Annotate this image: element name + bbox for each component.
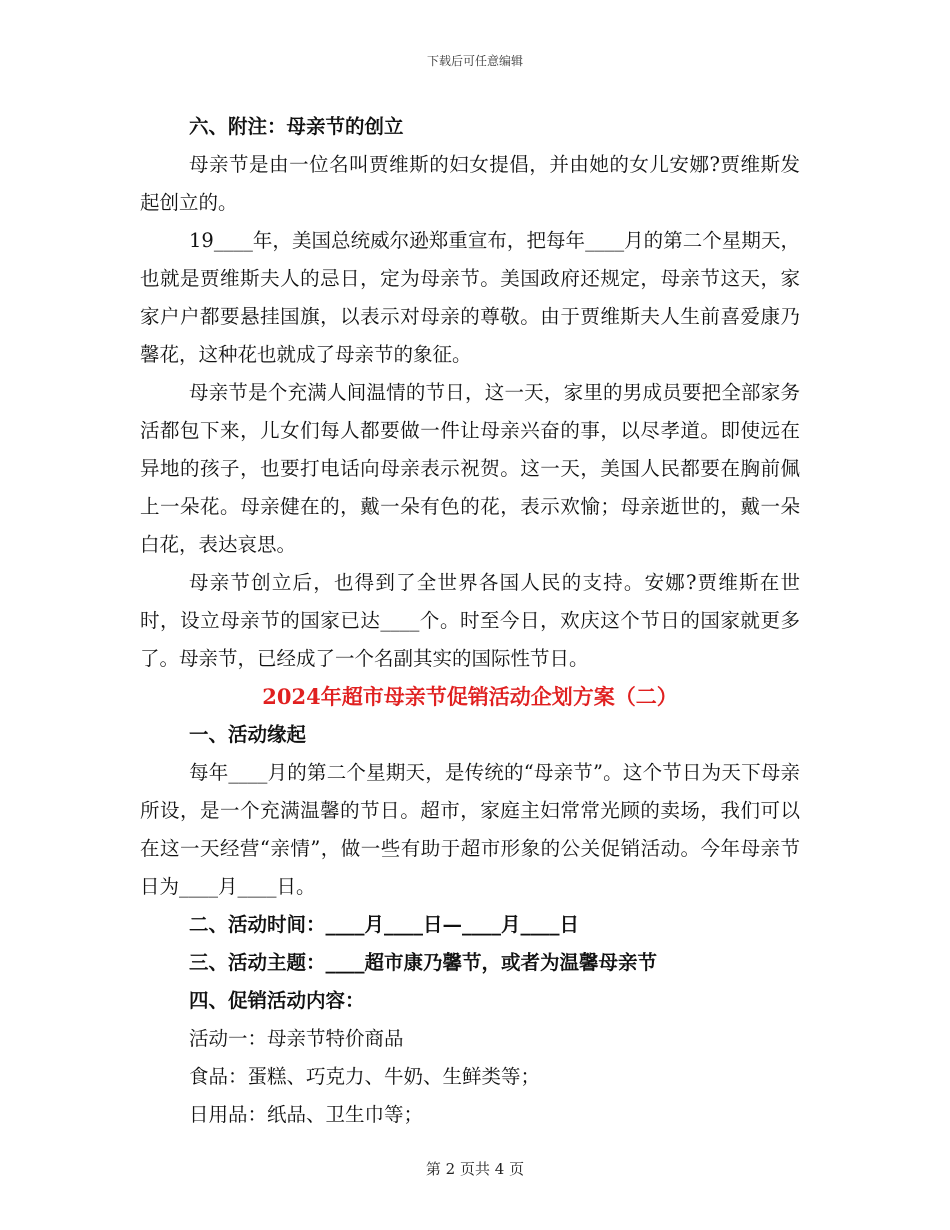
list-item: 活动一：母亲节特价商品 [189,1027,404,1050]
list-item: 日用品：纸品、卫生巾等； [189,1103,424,1126]
section-heading: 一、活动缘起 [189,723,307,746]
page-footer: 第 2 页共 4 页 [425,1160,525,1178]
list-item: 食品：蛋糕、巧克力、牛奶、生鲜类等； [189,1065,541,1088]
page-header: 下载后可任意编辑 [426,54,523,68]
paragraph: 母亲节是个充满人间温情的节日，这一天，家里的男成员要把全部家务活都包下来，儿女们每人都要做一件让母亲兴奋的事，以尽孝道。即使远在异地的孩子，也要打电话向母亲表示祝贺。这一天，美国人民都要在胸前佩上一朵花。母亲健在的，戴一朵有色的花，表示欢愉；母亲逝世的，戴一朵白花，表达哀思。 [140,381,800,556]
section-heading: 三、活动主题：____超市康乃馨节，或者为温馨母亲节 [189,951,658,974]
section-heading: 二、活动时间：____月____日—____月____日 [189,913,580,936]
paragraph: 母亲节是由一位名叫贾维斯的妇女提倡，并由她的女儿安娜?贾维斯发起创立的。 [140,153,800,214]
document-body [140,108,800,1134]
document-title: 2024年超市母亲节促销活动企划方案（二） [262,684,678,709]
section-heading: 六、附注：母亲节的创立 [189,115,404,138]
paragraph: 每年____月的第二个星期天，是传统的“母亲节”。这个节日为天下母亲所设，是一个充满温馨的节日。超市，家庭主妇常常光顾的卖场，我们可以在这一天经营“亲情”，做一些有助于超市形象的公关促销活动。今年母亲节日为____月____日。 [140,761,800,898]
paragraph: 19____年，美国总统威尔逊郑重宣布，把每年____月的第二个星期天，也就是贾维斯夫人的忌日，定为母亲节。美国政府还规定，母亲节这天，家家户户都要悬挂国旗，以表示对母亲的尊敬。由于贾维斯夫人生前喜爱康乃馨花，这种花也就成了母亲节的象征。 [140,229,800,366]
section-heading: 四、促销活动内容： [189,989,365,1012]
paragraph: 母亲节创立后，也得到了全世界各国人民的支持。安娜?贾维斯在世时，设立母亲节的国家已达____个。时至今日，欢庆这个节日的国家就更多了。母亲节，已经成了一个名副其实的国际性节日。 [140,571,800,670]
